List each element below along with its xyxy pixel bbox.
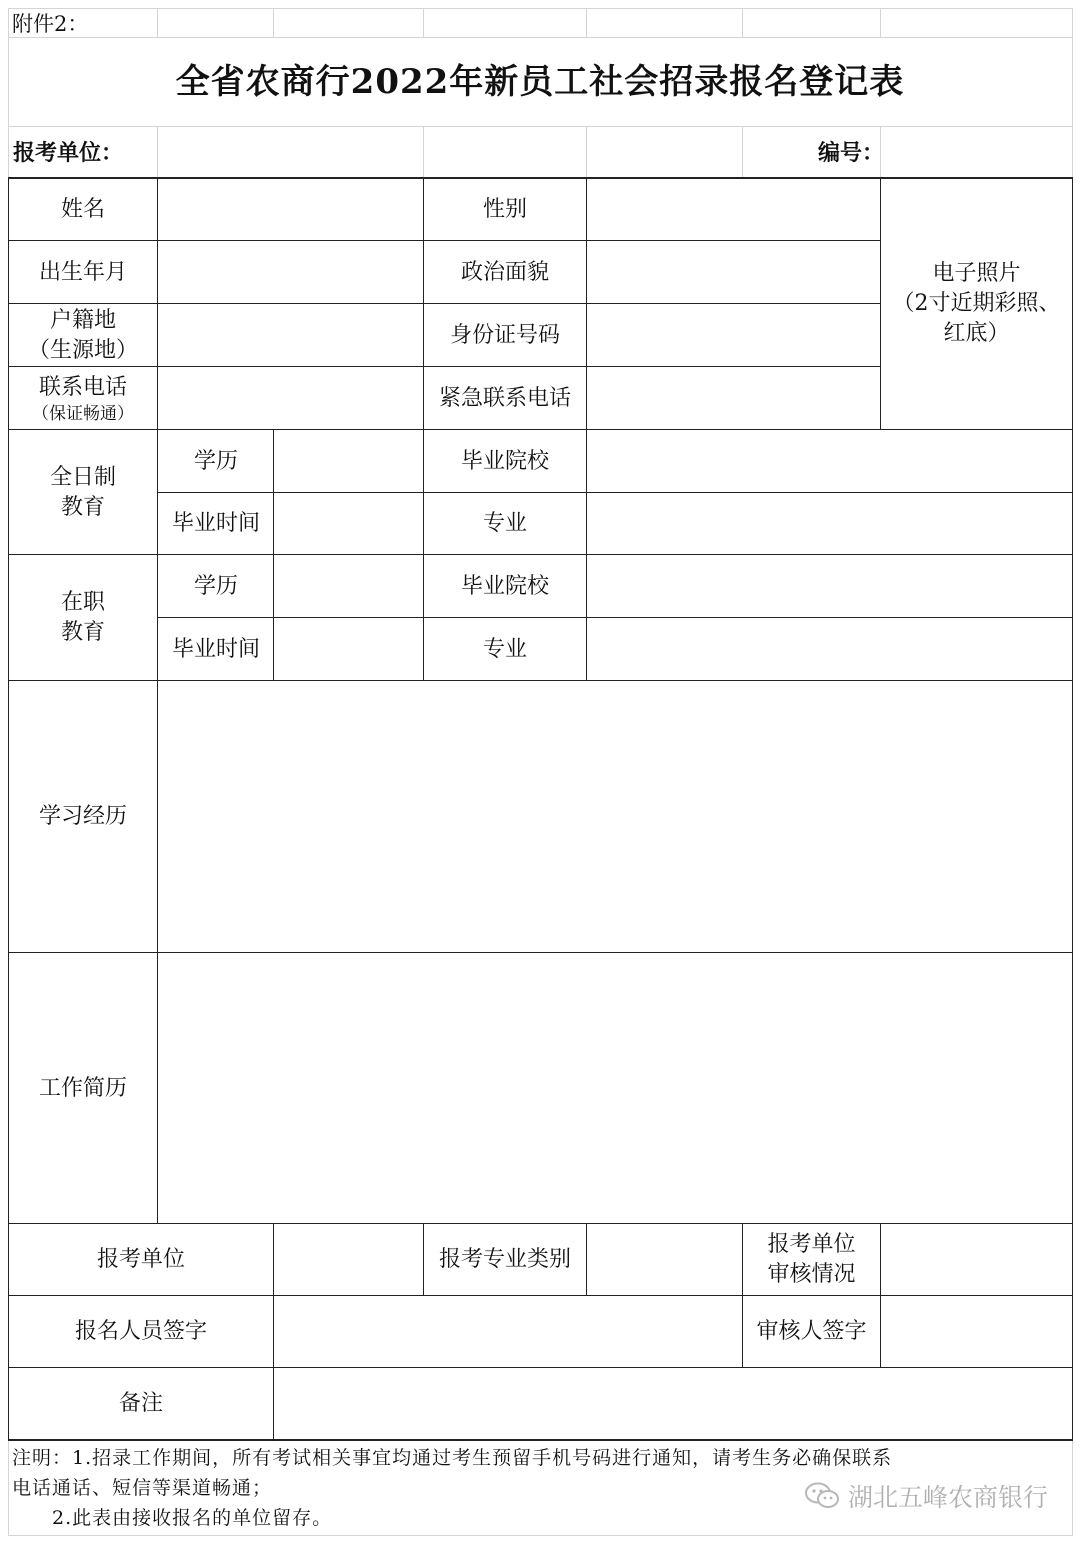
grad-time-label: 毕业时间 xyxy=(171,636,260,662)
major-label: 专业 xyxy=(482,511,527,536)
phone-label-line1: 联系电话 xyxy=(38,374,127,400)
review-status-label xyxy=(742,1224,881,1296)
gridline xyxy=(157,8,158,38)
photo-label-line3: 红底） xyxy=(943,321,1010,346)
apply-unit-cell-label: 报考单位 xyxy=(96,1247,185,1272)
fulltime-line1: 全日制 xyxy=(49,464,116,490)
school-label: 毕业院校 xyxy=(460,573,549,599)
note-line-2: 电话通话、短信等渠道畅通； xyxy=(12,1477,273,1499)
hukou-label-line2: （生源地） xyxy=(27,337,138,363)
id-number-label: 身份证号码 xyxy=(449,322,560,348)
note-line-3: 2.此表由接收报名的单位留存。 xyxy=(52,1507,333,1529)
gridline xyxy=(8,1535,1072,1536)
note-line-1: 注明：1.招录工作期间，所有考试相关事宜均通过考生预留手机号码进行通知，请考生务必确保联系 xyxy=(12,1447,893,1469)
work-history-label: 工作简历 xyxy=(38,1075,127,1101)
degree-label: 学历 xyxy=(193,573,238,599)
gridline xyxy=(880,8,881,38)
fulltime-education-label xyxy=(8,430,158,555)
form-title: 全省农商行2022年新员工社会招录报名登记表 xyxy=(175,62,905,102)
onjob-line2: 教育 xyxy=(60,620,105,645)
gridline xyxy=(157,126,158,178)
emergency-phone-label: 紧急联系电话 xyxy=(438,385,571,411)
gridline xyxy=(423,126,424,178)
row-line xyxy=(157,617,1073,618)
onjob-line1: 在职 xyxy=(60,590,105,615)
photo-label-line1: 电子照片 xyxy=(932,261,1021,286)
review-line2: 审核情况 xyxy=(767,1262,856,1287)
row-line xyxy=(8,952,1073,953)
gridline xyxy=(586,126,587,178)
apply-unit-label: 报考单位： xyxy=(13,141,124,166)
gender-label: 性别 xyxy=(482,196,527,222)
photo-label-line2: （2寸近期彩照、 xyxy=(892,291,1061,316)
school-label: 毕业院校 xyxy=(460,448,549,474)
degree-label: 学历 xyxy=(193,448,238,474)
birth-label: 出生年月 xyxy=(38,259,127,285)
gridline xyxy=(742,126,743,178)
major-label: 专业 xyxy=(482,636,527,662)
grad-time-label: 毕业时间 xyxy=(171,511,260,536)
onjob-education-label xyxy=(8,555,158,681)
watermark xyxy=(804,1478,1048,1514)
attachment-label: 附件2： xyxy=(12,12,89,36)
reviewer-signature-label: 审核人签字 xyxy=(756,1319,867,1344)
phone-label xyxy=(8,367,158,430)
gridline xyxy=(742,8,743,38)
gridline xyxy=(8,8,1072,9)
hukou-label xyxy=(8,304,158,367)
hukou-label-line1: 户籍地 xyxy=(49,307,116,333)
apply-major-type-label: 报考专业类别 xyxy=(438,1247,571,1272)
applicant-signature-label: 报名人员签字 xyxy=(74,1319,207,1344)
gridline xyxy=(586,8,587,38)
name-label: 姓名 xyxy=(60,196,105,222)
fulltime-line2: 教育 xyxy=(60,494,105,520)
political-status-label: 政治面貌 xyxy=(460,259,549,285)
gridline xyxy=(1072,8,1073,178)
serial-number-label: 编号： xyxy=(818,141,885,166)
gridline xyxy=(1072,1440,1073,1536)
remark-label: 备注 xyxy=(118,1391,163,1416)
gridline xyxy=(423,8,424,38)
photo-box xyxy=(880,178,1073,430)
review-line1: 报考单位 xyxy=(767,1232,856,1257)
study-history-label: 学习经历 xyxy=(38,804,127,829)
phone-label-line2: （保证畅通） xyxy=(32,403,134,424)
gridline xyxy=(8,1440,9,1536)
row-line xyxy=(157,492,1073,493)
wechat-icon xyxy=(804,1481,840,1511)
watermark-text: 湖北五峰农商银行 xyxy=(847,1483,1048,1512)
gridline xyxy=(273,8,274,38)
gridline xyxy=(8,126,1072,127)
